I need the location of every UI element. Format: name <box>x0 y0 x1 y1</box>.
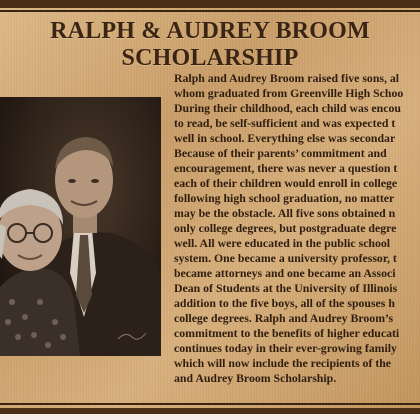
plaque-top-inner-border <box>0 10 420 12</box>
plaque-bottom-inner-border <box>0 403 420 405</box>
body-text-line: may be the obstacle. All five sons obtained n <box>174 206 396 220</box>
body-text-line: which will now include the recipients of the <box>174 356 392 370</box>
body-text-line: whom graduated from Greenville High Schoo <box>174 86 404 100</box>
plaque-title-line-2: SCHOLARSHIP <box>121 45 299 71</box>
body-text-line: encouragement, there was never a question t <box>174 161 398 175</box>
plaque-top-border <box>0 0 420 8</box>
body-text-line: Dean of Students at the University of Illinois <box>174 281 398 295</box>
plaque-title-line-1: RALPH & AUDREY BROOM <box>50 18 370 44</box>
portrait-illustration <box>0 97 161 356</box>
body-text-line: continues today in their ever-growing family <box>174 341 397 355</box>
body-text-line: became attorneys and one became an Associ <box>174 266 396 280</box>
body-text-line: to read, be self-sufficient and was expected t <box>174 116 396 130</box>
body-text-line: college degrees. Ralph and Audrey Broom’s <box>174 311 394 325</box>
body-text-line: system. One became a university professor, t <box>174 251 397 265</box>
body-text-line: commitment to the benefits of higher educati <box>174 326 400 340</box>
couple-portrait-photo <box>0 97 161 356</box>
body-text-line: Because of their parents’ commitment and <box>174 146 387 160</box>
plaque-bottom-edge <box>0 414 420 420</box>
body-text-line: Ralph and Audrey Broom raised five sons, al <box>174 71 400 85</box>
body-text-line: well in school. Everything else was secondar <box>174 131 396 145</box>
body-text-line: well. All were educated in the public school <box>174 236 391 250</box>
body-text-line: During their childhood, each child was encou <box>174 101 401 115</box>
body-text-line: and Audrey Broom Scholarship. <box>174 371 337 385</box>
plaque-body-text <box>174 71 420 386</box>
body-text-line: only college degrees, but postgraduate degre <box>174 221 397 235</box>
body-text-line: each of their children would enroll in college <box>174 176 398 190</box>
body-text-line: addition to the five boys, all of the spouses h <box>174 296 395 310</box>
body-text-line: following high school graduation, no matter <box>174 191 395 205</box>
